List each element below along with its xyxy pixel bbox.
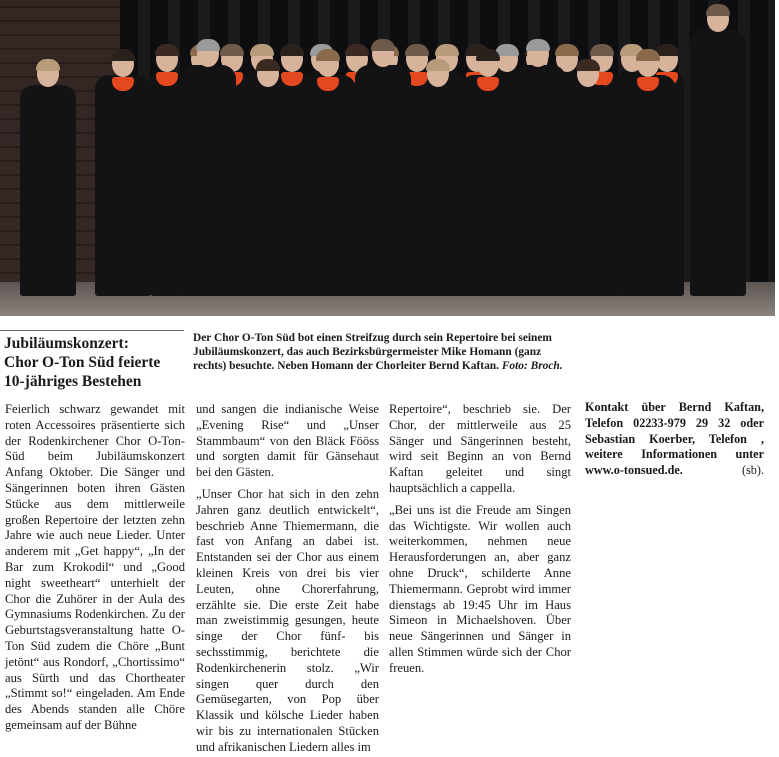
caption-text: Der Chor O-Ton Süd bot einen Streifzug durch sein Repertoire bei seinem Jubiläumskonzert, das auch Bezirksbürgermeister Mike Homann (ganz rechts) besuchte. Neben Homann der Chorleiter Bernd Kaftan. (193, 332, 552, 373)
author-signoff: (sb). (741, 463, 764, 478)
choir-photo (0, 0, 775, 316)
headline-line: 10-jähriges Bestehen (4, 373, 142, 390)
choir-member (510, 41, 566, 296)
photo-credit: Foto: Broch. (501, 360, 563, 373)
choir-member (690, 6, 746, 296)
paragraph: Feierlich schwarz gewandet mit roten Accessoires präsentierte sich der Rodenkirchener Chor O-Ton-Süd beim Jubiläumskonzert Anfang Oktober. Die Sänger und Sängerinnen boten ihren Gästen Stücke aus dem mittlerweile großen Repertoire der letzten zehn Jahre wie auch neue Lieder. Unter anderem mit „Get happy“, „In der Bar zum Krokodil“ und „Good night sweetheart“ unterhielt der Chor die Zuhörer in der Aula des Gymnasiums Rodenkirchen. Zu der Geburtstagsveranstaltung hatte O-Ton Süd zudem die Chöre „Bunt jetönt“ aus Rondorf, „Chortissimo“ aus Sürth und das Chortheater „Stimmt so!“ eingeladen. Am Ende des Abends standen alle Chöre gemeinsam auf der Bühne (5, 402, 185, 732)
headline-line: Jubiläumskonzert: (4, 335, 129, 352)
paragraph: „Unser Chor hat sich in den zehn Jahren ganz deutlich entwickelt“, beschrieb Anne Thiemermann, die fast von Anfang an dabei ist. Entstanden sei der Chor aus einem kleinen Kreis von drei bis vier Leuten, ohne Chorerfahrung, erzählte sie. Die erste Zeit habe man zweistimmig gesungen, heute singe der Chor fünf- bis sechsstimmig, berichtete die Rodenkirchenerin stolz. „Wir singen quer durch den Gemüsegarten, von Pop über Klassik und kölsche Lieder haben wir bis zu internationalen Stücken und afrikanischen Liedern alles im (196, 486, 379, 754)
contact-paragraph (585, 400, 764, 479)
article-headline (4, 334, 184, 391)
choir-member (460, 51, 516, 296)
contact-text: Kontakt über Bernd Kaftan, Telefon 02233-979 29 32 oder Sebastian Koerber, Telefon , weitere Informationen unter www.o-tonsued.de. (585, 400, 764, 478)
paragraph: „Bei uns ist die Freude am Singen das Wichtigste. Wir wollen auch weiterkommen, nehmen neue Herausforderungen an, aber ganz ohne Druck“, schilderte Anne Thiemermann. Geprobt wird immer dienstags ab 19:45 Uhr im Haus Simeon in Michaelshoven. Über neue Sängerinnen und Sänger in allen Stimmen würde sich der Chor freuen. (389, 502, 571, 675)
choir-member (95, 51, 151, 296)
headline-rule (0, 330, 184, 331)
article-column-3 (389, 402, 571, 677)
choir-member (620, 51, 676, 296)
paragraph: Repertoire“, beschrieb sie. Der Chor, der mittlerweile aus 25 Sänger und Sängerinnen besteht, wird seit Beginn an von Bernd Kaftan geleitet und singt hauptsächlich a cappella. (389, 402, 571, 495)
choir-member (300, 51, 356, 296)
headline-line: Chor O-Ton Süd feierte (4, 354, 161, 371)
choir-member (180, 41, 236, 296)
choir-member (150, 46, 184, 296)
article-column-2 (196, 402, 379, 756)
choir-member (410, 61, 466, 296)
choir-member (240, 61, 296, 296)
contact-info (585, 400, 764, 479)
choir-member (560, 61, 616, 296)
article-column-1 (5, 402, 185, 734)
choir-member (355, 41, 411, 296)
paragraph: und sangen die indianische Weise „Evening Rise“ und „Unser Stammbaum“ von den Bläck Fööss und sorgten damit für Gänsehaut bei den Gästen. (196, 402, 379, 480)
choir-member (20, 61, 76, 296)
photo-caption (193, 331, 573, 374)
